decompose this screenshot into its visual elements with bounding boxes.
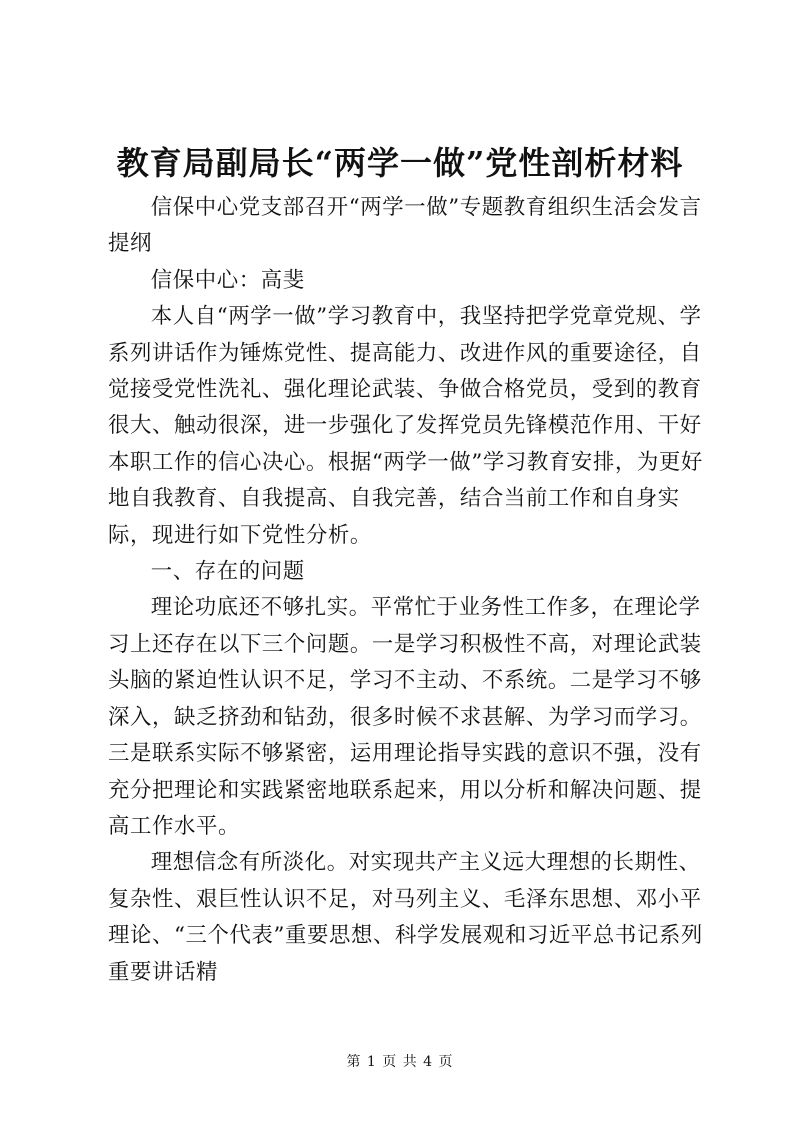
document-body	[108, 190, 708, 991]
paragraph-ideals: 理想信念有所淡化。对实现共产主义远大理想的长期性、复杂性、艰巨性认识不足，对马列主义、毛泽东思想、邓小平理论、“三个代表”重要思想、科学发展观和习近平总书记系列重要讲话精	[108, 850, 703, 985]
paragraph-author: 信保中心：高斐	[150, 267, 305, 293]
document-title: 教育局副局长“两学一做”党性剖析材料	[116, 144, 684, 182]
paragraph-intro: 本人自“两学一做”学习教育中，我坚持把学党章党规、学系列讲话作为锤炼党性、提高能力、改进作风的重要途径，自觉接受党性洗礼、强化理论武装、争做合格党员，受到的教育很大、触动很深，进一步强化了发挥党员先锋模范作用、干好本职工作的信心决心。根据“两学一做”学习教育安排，为更好地自我教育、自我提高、自我完善，结合当前工作和自身实际，现进行如下党性分析。	[108, 304, 703, 548]
paragraph-subtitle: 信保中心党支部召开“两学一做”专题教育组织生活会发言提纲	[108, 195, 702, 257]
section-heading-problems: 一、存在的问题	[150, 559, 305, 585]
paragraph-theory: 理论功底还不够扎实。平常忙于业务性工作多，在理论学习上还存在以下三个问题。一是学习积极性不高，对理论武装头脑的紧迫性认识不足，学习不主动、不系统。二是学习不够深入，缺乏挤劲和钻劲，很多时候不求甚解、为学习而学习。三是联系实际不够紧密，运用理论指导实践的意识不强，没有充分把理论和实践紧密地联系起来，用以分析和解决问题、提高工作水平。	[108, 595, 702, 839]
page-footer: 第 1 页 共 4 页	[346, 1054, 454, 1070]
